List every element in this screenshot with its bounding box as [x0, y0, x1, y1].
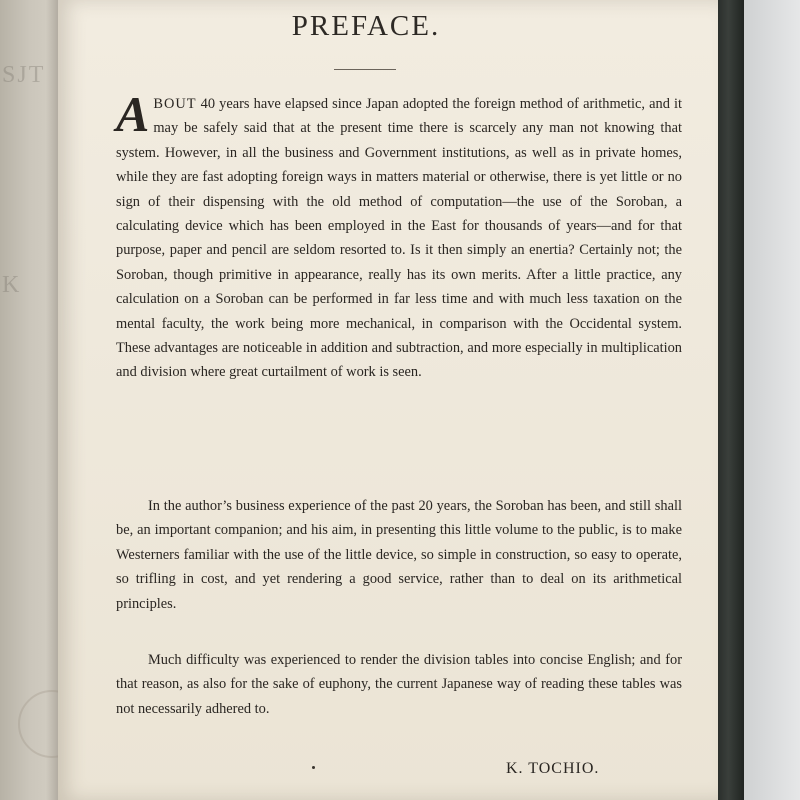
drop-cap: A — [116, 86, 148, 142]
page-title: PREFACE. — [291, 10, 441, 42]
book-cover-edge — [718, 0, 744, 800]
show-through-text: SJT — [2, 62, 46, 88]
preface-paragraph-3 — [116, 648, 682, 721]
author-signature: K. TOCHIO. — [506, 760, 600, 777]
paragraph-text: Much difficulty was experienced to render the division tables into concise English; and for that reason, as also for the sake of euphony, the current Japanese way of reading these tables was not necessarily adhered to. — [116, 652, 682, 717]
paragraph-text: In the author’s business experience of the past 20 years, the Soroban has been, and still shall be, an important companion; and his aim, in presenting this little volume to the public, is to make Westerners familiar with the use of the little device, so simple in construction, so easy to operate, so trifling in cost, and yet rendering a good service, rather than to deal on its arithmetical principles. — [116, 498, 682, 612]
show-through-text: K — [2, 272, 22, 298]
left-facing-page — [0, 0, 60, 800]
title-rule — [334, 69, 396, 70]
lead-word: BOUT — [153, 96, 197, 112]
printer-mark — [312, 766, 315, 769]
background — [744, 0, 800, 800]
preface-paragraph-2 — [116, 494, 682, 616]
preface-paragraph-1 — [116, 86, 682, 385]
paragraph-text: 40 years have elapsed since Japan adopted the foreign method of arithmetic, and it may be safely said that at the present time there is scarcely any man not knowing that system. However, in all the business and Government institutions, as well as in private homes, while they are fast adopting foreign ways in matters material or otherwise, there is yet little or no sign of their dispensing with the old method of computation—the use of the Soroban, a calculating device which has been employed in the East for thousands of years—and for that purpose, paper and pencil are seldom resorted to. Is it then simply an enertia? Certainly not; the Soroban, though primitive in appearance, really has its own merits. After a little practice, any calculation on a Soroban can be performed in far less time and with much less taxation on the mental faculty, the work being more mechanical, in comparison with the Occidental system. These advantages are noticeable in addition and subtraction, and more especially in multiplication and division where great curtailment of work is seen. — [116, 96, 682, 381]
